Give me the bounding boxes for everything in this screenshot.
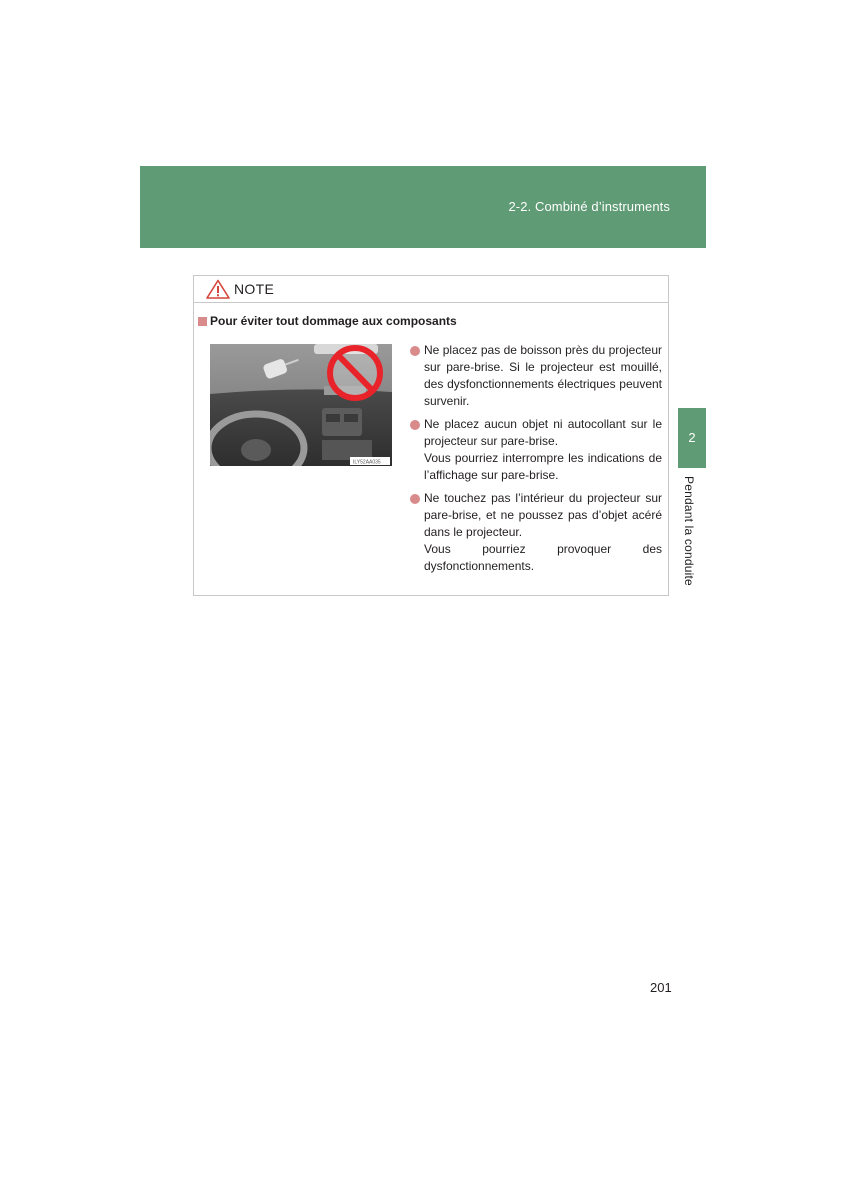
list-item (410, 342, 662, 410)
bullet-text: Vous pourriez interrompre les indications de l’affichage sur pare-brise. (424, 451, 662, 482)
illustration-code: ILY52AA035 (353, 459, 381, 466)
chapter-number: 2 (688, 430, 696, 445)
page-number: 201 (650, 980, 672, 995)
list-item (410, 416, 662, 484)
warning-triangle-icon (206, 279, 230, 299)
bullet-text: Ne placez pas de boisson près du projecteur sur pare-brise. Si le projecteur est mouillé, des dysfonctionnements électriques peuvent survenir. (424, 343, 662, 408)
bullet-dot-icon (410, 420, 420, 430)
bullet-text: Ne touchez pas l’intérieur du projecteur sur pare-brise, et ne poussez pas d’objet acéré dans le projecteur. (424, 491, 662, 539)
bullet-text: Ne placez aucun objet ni autocollant sur le projecteur sur pare-brise. (424, 417, 662, 448)
bullet-dot-icon (410, 494, 420, 504)
note-box (193, 275, 669, 596)
note-title: NOTE (234, 281, 275, 297)
square-bullet-icon (198, 317, 207, 326)
section-heading-text: Pour éviter tout dommage aux composants (210, 314, 457, 328)
bullet-list (410, 342, 662, 581)
section-header-band (140, 166, 706, 248)
section-heading (198, 314, 457, 328)
chapter-tab (678, 408, 706, 468)
note-header (194, 276, 668, 303)
list-item (410, 490, 662, 575)
section-title: 2-2. Combiné d’instruments (508, 199, 670, 214)
chapter-label: Pendant la conduite (682, 476, 696, 586)
bullet-text: Vous pourriez provoquer des dysfonctionnements. (424, 542, 662, 573)
hud-projector-illustration (210, 344, 392, 466)
bullet-dot-icon (410, 346, 420, 356)
